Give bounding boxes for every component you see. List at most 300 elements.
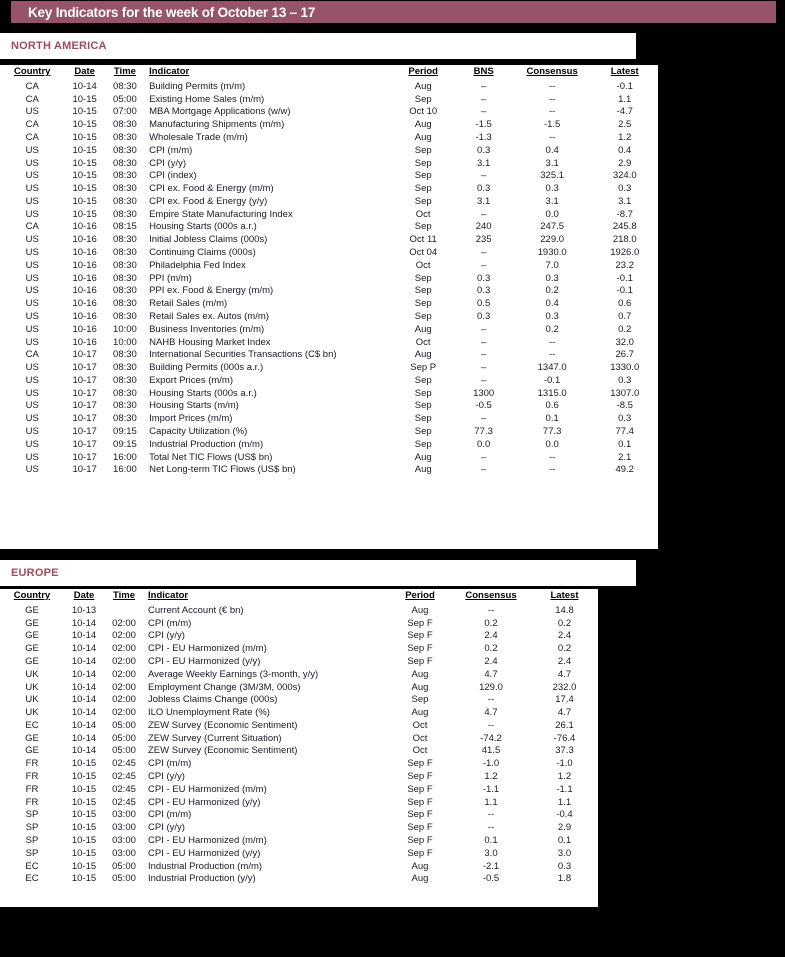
cell-country: US: [25, 425, 39, 437]
cell-country: US: [25, 234, 39, 246]
cell-indicator: CPI - EU Harmonized (y/y): [148, 847, 261, 859]
cell-latest: -0.1: [616, 80, 633, 92]
cell-latest: 0.7: [618, 310, 632, 322]
cell-consensus: -1.5: [543, 119, 561, 131]
cell-bns: –: [480, 374, 487, 386]
cell-bns: –: [480, 259, 487, 271]
section-banner-europe: [0, 560, 636, 586]
cell-indicator: Existing Home Sales (m/m): [149, 93, 265, 105]
cell-country: GE: [25, 745, 39, 757]
column-header-latest: [531, 588, 598, 604]
cell-bns: 3.1: [477, 157, 491, 169]
cell-date: 10-14: [71, 719, 97, 731]
cell-country: US: [25, 272, 39, 284]
cell-time: 08:30: [113, 195, 137, 207]
table-row: [0, 604, 598, 617]
cell-country: UK: [25, 694, 39, 706]
cell-date: 10-17: [72, 362, 97, 374]
cell-latest: 1.2: [557, 771, 572, 783]
cell-bns: -1.5: [475, 119, 492, 131]
cell-date: 10-16: [72, 298, 97, 310]
cell-consensus: 325.1: [540, 170, 565, 182]
column-header-consensus: [513, 64, 592, 80]
table-row: [0, 809, 598, 822]
cell-period: Sep: [414, 183, 432, 195]
cell-latest: 4.7: [557, 707, 572, 719]
cell-period: Sep F: [407, 834, 433, 846]
cell-country: US: [25, 374, 39, 386]
cell-time: 02:45: [112, 771, 136, 783]
cell-date: 10-17: [72, 451, 97, 463]
cell-country: UK: [25, 668, 39, 680]
table-row: [0, 118, 658, 131]
cell-date: 10-14: [71, 643, 97, 655]
cell-period: Sep: [414, 195, 432, 207]
table-row: [0, 783, 598, 796]
cell-indicator: NAHB Housing Market Index: [149, 336, 271, 348]
cell-indicator: CPI (m/m): [148, 758, 192, 770]
cell-period: Aug: [414, 119, 432, 131]
cell-time: 02:00: [112, 643, 136, 655]
cell-period: Aug: [414, 323, 432, 335]
column-header-time: [104, 588, 144, 604]
cell-latest: 0.3: [618, 413, 632, 425]
table-row: [0, 642, 598, 655]
cell-date: 10-15: [71, 758, 97, 770]
cell-indicator: Housing Starts (m/m): [149, 400, 239, 412]
cell-period: Sep: [414, 438, 432, 450]
cell-indicator: ZEW Survey (Economic Sentiment): [148, 719, 298, 731]
cell-indicator: CPI - EU Harmonized (m/m): [148, 834, 267, 846]
table-row: [0, 233, 658, 246]
cell-country: GE: [25, 656, 39, 668]
cell-period: Oct: [415, 208, 431, 220]
cell-date: 10-15: [71, 847, 97, 859]
column-header-period: [392, 64, 454, 80]
cell-consensus: 0.3: [545, 272, 559, 284]
cell-country: SP: [25, 847, 39, 859]
cell-time: 08:30: [113, 310, 137, 322]
cell-date: 10-14: [71, 656, 97, 668]
cell-date: 10-15: [71, 796, 97, 808]
cell-date: 10-17: [72, 464, 97, 476]
cell-country: GE: [25, 604, 39, 616]
table-row: [0, 630, 598, 643]
cell-date: 10-16: [72, 310, 97, 322]
column-header-label: Consensus: [465, 590, 517, 601]
table-row: [0, 285, 658, 298]
cell-period: Sep: [414, 413, 432, 425]
cell-latest: 218.0: [612, 234, 637, 246]
cell-country: FR: [25, 796, 39, 808]
cell-country: SP: [25, 834, 39, 846]
table-row: [0, 719, 598, 732]
cell-period: Oct 10: [409, 106, 438, 118]
cell-period: Sep F: [407, 796, 433, 808]
cell-latest: 17.4: [555, 694, 574, 706]
cell-date: 10-13: [71, 604, 97, 616]
cell-country: FR: [25, 771, 39, 783]
cell-date: 10-15: [71, 860, 97, 872]
cell-period: Sep F: [407, 822, 433, 834]
cell-consensus: 4.7: [484, 707, 498, 719]
cell-bns: -1.3: [475, 132, 492, 144]
cell-latest: 0.6: [618, 298, 632, 310]
cell-date: 10-15: [72, 106, 97, 118]
cell-date: 10-15: [72, 195, 97, 207]
table-row: [0, 463, 658, 476]
cell-indicator: Average Weekly Earnings (3-month, y/y): [148, 668, 319, 680]
cell-time: 08:30: [113, 157, 137, 169]
cell-indicator: ILO Unemployment Rate (%): [148, 707, 270, 719]
cell-bns: –: [480, 80, 487, 92]
cell-country: CA: [25, 119, 39, 131]
page-title: Key Indicators for the week of October 13 – 17: [28, 4, 316, 20]
column-header-date: [64, 64, 104, 80]
cell-time: 05:00: [112, 732, 136, 744]
cell-bns: –: [480, 349, 487, 361]
cell-latest: -0.4: [556, 809, 573, 821]
cell-time: 08:30: [113, 80, 137, 92]
column-header-label: Period: [408, 66, 438, 77]
cell-consensus: -1.1: [482, 783, 500, 795]
table-row: [0, 131, 658, 144]
table-row: [0, 770, 598, 783]
cell-consensus: 0.1: [484, 834, 498, 846]
cell-indicator: CPI - EU Harmonized (m/m): [148, 643, 267, 655]
indicators-table-north-america: [0, 64, 658, 476]
cell-period: Sep: [414, 400, 432, 412]
cell-consensus: 4.7: [484, 668, 498, 680]
column-header-indicator: [144, 588, 389, 604]
cell-period: Aug: [411, 860, 429, 872]
cell-date: 10-14: [71, 732, 97, 744]
column-header-consensus: [451, 588, 531, 604]
cell-date: 10-15: [72, 132, 97, 144]
cell-consensus: --: [487, 822, 495, 834]
cell-indicator: Export Prices (m/m): [149, 374, 234, 386]
table-row: [0, 400, 658, 413]
cell-indicator: Manufacturing Shipments (m/m): [149, 119, 285, 131]
cell-time: 10:00: [113, 336, 137, 348]
cell-latest: 2.9: [618, 157, 632, 169]
cell-time: 02:00: [112, 707, 136, 719]
cell-indicator: Retail Sales (m/m): [149, 298, 228, 310]
cell-time: 08:30: [113, 413, 137, 425]
table-row: [0, 361, 658, 374]
cell-consensus: -0.5: [482, 873, 500, 885]
cell-consensus: -2.1: [482, 860, 500, 872]
cell-bns: 3.1: [477, 195, 491, 207]
cell-indicator: Initial Jobless Claims (000s): [149, 234, 268, 246]
cell-country: US: [25, 387, 39, 399]
cell-country: US: [25, 298, 39, 310]
cell-latest: 23.2: [615, 259, 634, 271]
cell-date: 10-14: [71, 630, 97, 642]
cell-period: Aug: [414, 451, 432, 463]
cell-time: 08:30: [113, 298, 137, 310]
table-header-north-america: [0, 64, 658, 80]
cell-consensus: 2.4: [484, 630, 498, 642]
cell-time: 08:30: [113, 208, 137, 220]
cell-time: 08:30: [113, 119, 137, 131]
cell-consensus: --: [487, 719, 495, 731]
cell-latest: 2.9: [557, 822, 572, 834]
cell-consensus: 0.2: [545, 285, 559, 297]
cell-time: 05:00: [112, 745, 136, 757]
cell-date: 10-15: [71, 873, 97, 885]
column-header-label: Country: [13, 590, 51, 601]
cell-bns: –: [480, 413, 487, 425]
cell-latest: -0.1: [616, 285, 633, 297]
cell-country: CA: [25, 80, 39, 92]
cell-period: Sep F: [407, 809, 433, 821]
cell-time: 02:00: [112, 656, 136, 668]
cell-date: 10-15: [72, 119, 97, 131]
cell-time: 03:00: [112, 822, 136, 834]
cell-consensus: 129.0: [479, 681, 503, 693]
table-row: [0, 757, 598, 770]
cell-indicator: Retail Sales ex. Autos (m/m): [149, 310, 269, 322]
cell-country: CA: [25, 221, 39, 233]
cell-country: US: [25, 413, 39, 425]
cell-period: Sep F: [407, 643, 433, 655]
column-header-label: BNS: [473, 66, 494, 77]
cell-period: Oct 04: [409, 247, 438, 259]
cell-indicator: PPI (m/m): [149, 272, 192, 284]
cell-consensus: 0.2: [484, 617, 498, 629]
table-row: [0, 310, 658, 323]
cell-indicator: Capacity Utilization (%): [149, 425, 248, 437]
table-row: [0, 732, 598, 745]
cell-latest: 0.2: [618, 323, 632, 335]
column-header-label: Indicator: [149, 66, 190, 77]
cell-consensus: --: [548, 336, 556, 348]
cell-time: 02:00: [112, 630, 136, 642]
cell-bns: 240: [475, 221, 492, 233]
table-row: [0, 451, 658, 464]
cell-period: Sep: [414, 374, 432, 386]
cell-country: US: [25, 464, 39, 476]
table-row: [0, 655, 598, 668]
cell-country: CA: [25, 93, 39, 105]
cell-latest: 49.2: [615, 464, 634, 476]
cell-consensus: 1.1: [484, 796, 498, 808]
cell-period: Aug: [411, 668, 429, 680]
table-row: [0, 821, 598, 834]
cell-period: Sep: [414, 157, 432, 169]
cell-consensus: 1315.0: [537, 387, 567, 399]
cell-time: 10:00: [113, 323, 137, 335]
cell-bns: –: [480, 106, 487, 118]
table-row: [0, 259, 658, 272]
cell-indicator: CPI (m/m): [148, 809, 192, 821]
cell-indicator: Employment Change (3M/3M, 000s): [148, 681, 301, 693]
cell-date: 10-16: [72, 221, 97, 233]
cell-latest: -1.1: [556, 783, 573, 795]
cell-period: Oct: [415, 259, 431, 271]
column-header-label: Date: [73, 590, 95, 601]
cell-bns: 0.3: [477, 285, 491, 297]
cell-period: Aug: [414, 132, 432, 144]
cell-consensus: 3.1: [545, 195, 559, 207]
cell-date: 10-14: [71, 707, 97, 719]
cell-indicator: Wholesale Trade (m/m): [149, 132, 248, 144]
cell-indicator: Housing Starts (000s a.r.): [149, 387, 257, 399]
cell-latest: 1.8: [557, 873, 572, 885]
table-row: [0, 106, 658, 119]
cell-consensus: 0.0: [545, 438, 559, 450]
cell-latest: 0.2: [557, 643, 572, 655]
column-header-latest: [591, 64, 658, 80]
cell-bns: -0.5: [475, 400, 492, 412]
cell-latest: 3.1: [618, 195, 632, 207]
cell-bns: –: [480, 247, 487, 259]
cell-consensus: --: [487, 604, 495, 616]
cell-period: Sep F: [407, 771, 433, 783]
cell-date: 10-16: [72, 247, 97, 259]
cell-latest: -0.1: [616, 272, 633, 284]
cell-period: Sep: [414, 310, 432, 322]
cell-time: 08:30: [113, 349, 137, 361]
cell-consensus: 1347.0: [537, 362, 567, 374]
cell-time: 02:00: [112, 668, 136, 680]
cell-date: 10-14: [71, 681, 97, 693]
cell-consensus: --: [548, 349, 556, 361]
cell-consensus: --: [487, 809, 495, 821]
cell-time: 16:00: [113, 464, 137, 476]
cell-indicator: CPI - EU Harmonized (y/y): [148, 656, 261, 668]
cell-country: US: [25, 208, 39, 220]
cell-country: US: [25, 170, 39, 182]
cell-latest: 0.3: [618, 183, 632, 195]
cell-bns: 0.0: [477, 438, 491, 450]
cell-indicator: Jobless Claims Change (000s): [148, 694, 278, 706]
cell-time: 08:30: [113, 387, 137, 399]
table-row: [0, 374, 658, 387]
cell-indicator: Net Long-term TIC Flows (US$ bn): [149, 464, 296, 476]
cell-date: 10-14: [72, 80, 97, 92]
cell-indicator: Import Prices (m/m): [149, 413, 233, 425]
cell-latest: 77.4: [615, 425, 634, 437]
cell-time: 08:30: [113, 132, 137, 144]
cell-period: Sep: [414, 298, 432, 310]
cell-consensus: 7.0: [545, 259, 559, 271]
cell-country: US: [25, 323, 39, 335]
cell-period: Sep F: [407, 656, 433, 668]
cell-period: Sep F: [407, 783, 433, 795]
table-row: [0, 169, 658, 182]
cell-country: GE: [25, 630, 39, 642]
cell-period: Aug: [414, 80, 432, 92]
cell-indicator: CPI (y/y): [148, 771, 185, 783]
cell-consensus: -74.2: [480, 732, 502, 744]
cell-indicator: ZEW Survey (Economic Sentiment): [148, 745, 298, 757]
cell-latest: 2.5: [618, 119, 632, 131]
cell-country: GE: [25, 617, 39, 629]
cell-consensus: --: [548, 132, 556, 144]
table-row: [0, 412, 658, 425]
header-row: [0, 64, 658, 80]
table-row: [0, 796, 598, 809]
column-header-label: Latest: [610, 66, 639, 77]
cell-country: US: [25, 144, 39, 156]
table-row: [0, 182, 658, 195]
cell-period: Sep: [411, 694, 429, 706]
table-body-europe: [0, 604, 598, 885]
cell-consensus: 3.1: [545, 157, 559, 169]
column-header-label: Period: [405, 590, 435, 601]
cell-bns: 0.3: [477, 144, 491, 156]
cell-indicator: Housing Starts (000s a.r.): [149, 221, 257, 233]
cell-consensus: --: [548, 80, 556, 92]
cell-date: 10-16: [72, 259, 97, 271]
cell-consensus: -1.0: [482, 758, 500, 770]
cell-date: 10-15: [71, 822, 97, 834]
cell-indicator: Industrial Production (m/m): [149, 438, 264, 450]
cell-consensus: -0.1: [543, 374, 561, 386]
cell-latest: 0.3: [618, 374, 632, 386]
cell-bns: –: [480, 323, 487, 335]
cell-time: 05:00: [112, 860, 136, 872]
table-row: [0, 834, 598, 847]
cell-consensus: 0.2: [484, 643, 498, 655]
cell-consensus: 77.3: [542, 425, 562, 437]
cell-latest: 2.4: [557, 656, 572, 668]
table-row: [0, 348, 658, 361]
table-row: [0, 144, 658, 157]
cell-latest: 0.3: [557, 860, 572, 872]
cell-date: 10-17: [72, 400, 97, 412]
cell-time: 05:00: [113, 93, 137, 105]
cell-country: US: [25, 285, 39, 297]
cell-indicator: Continuing Claims (000s): [149, 247, 256, 259]
cell-latest: 1.1: [557, 796, 572, 808]
cell-country: US: [25, 247, 39, 259]
cell-latest: 1330.0: [610, 362, 640, 374]
cell-latest: 0.1: [557, 834, 572, 846]
cell-time: 08:30: [113, 234, 137, 246]
cell-latest: 0.4: [618, 144, 632, 156]
cell-bns: 77.3: [474, 425, 493, 437]
table-row: [0, 668, 598, 681]
cell-latest: 1307.0: [610, 387, 640, 399]
cell-latest: 324.0: [612, 170, 637, 182]
cell-period: Sep F: [407, 847, 433, 859]
cell-time: 05:00: [112, 719, 136, 731]
cell-date: 10-16: [72, 285, 97, 297]
cell-consensus: 0.2: [545, 323, 559, 335]
cell-date: 10-16: [72, 272, 97, 284]
cell-period: Sep: [414, 425, 432, 437]
cell-indicator: CPI - EU Harmonized (y/y): [148, 796, 261, 808]
cell-indicator: International Securities Transactions (C$ bn): [149, 349, 337, 361]
cell-bns: 0.3: [477, 310, 491, 322]
cell-country: CA: [25, 349, 39, 361]
cell-country: UK: [25, 707, 39, 719]
cell-latest: 32.0: [615, 336, 634, 348]
table-row: [0, 860, 598, 873]
cell-period: Sep: [414, 93, 432, 105]
cell-country: US: [25, 310, 39, 322]
cell-latest: 37.3: [555, 745, 574, 757]
cell-indicator: Philadelphia Fed Index: [149, 259, 246, 271]
cell-period: Aug: [414, 464, 432, 476]
cell-period: Aug: [414, 349, 432, 361]
cell-country: FR: [25, 783, 39, 795]
cell-period: Sep: [414, 144, 432, 156]
table-row: [0, 195, 658, 208]
